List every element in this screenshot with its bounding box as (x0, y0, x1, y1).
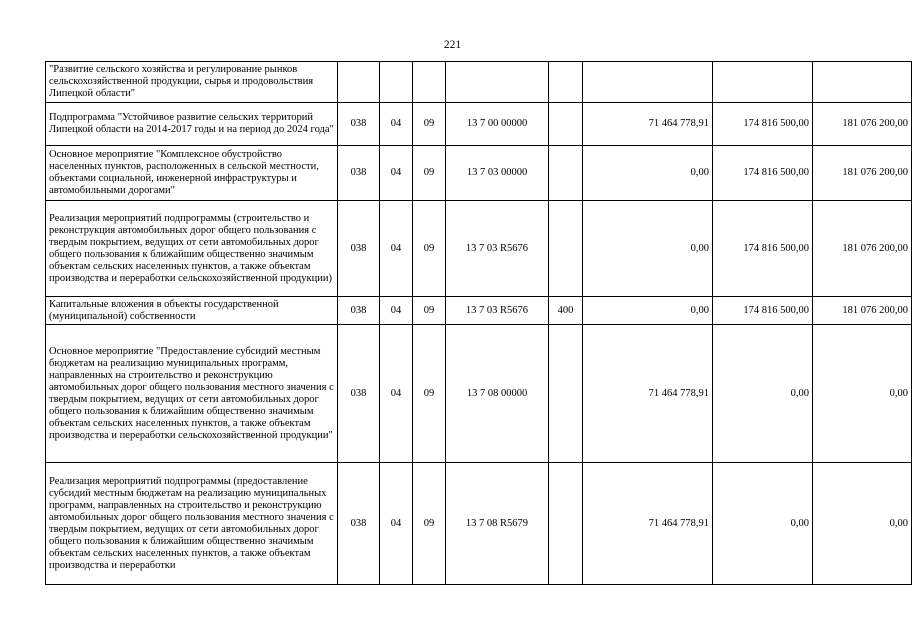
amount-col-3: 181 076 200,00 (813, 103, 912, 146)
amount-col-1: 71 464 778,91 (583, 463, 713, 585)
amount-col-3: 181 076 200,00 (813, 201, 912, 297)
table-row (46, 297, 912, 325)
table-row (46, 325, 912, 463)
section-code: 04 (380, 463, 413, 585)
amount-col-2: 0,00 (713, 463, 813, 585)
section-code: 04 (380, 103, 413, 146)
amount-col-1: 71 464 778,91 (583, 325, 713, 463)
row-description: Основное мероприятие "Предоставление субсидий местным бюджетам на реализацию муниципальных программ, направленных на строительство и реконструкцию автомобильных дорог общего пользования местного значения с твердым покрытием, ведущих от сети автомобильных дорог общего пользования к ближайшим общественно значимым объектам сельских населенных пунктов, а также объектам производства и переработки сельскохозяйственной продукции" (46, 325, 338, 463)
amount-col-3: 181 076 200,00 (813, 297, 912, 325)
amount-col-3: 181 076 200,00 (813, 146, 912, 201)
section-code (380, 62, 413, 103)
ministry-code: 038 (338, 297, 380, 325)
ministry-code: 038 (338, 103, 380, 146)
section-code: 04 (380, 297, 413, 325)
row-description: Реализация мероприятий подпрограммы (строительство и реконструкция автомобильных дорог общего пользования с твердым покрытием, ведущих от сети автомобильных дорог общего пользования к ближайшим общественно значимым объектам сельских населенных пунктов, а также объектам производства и переработки сельскохозяйственной продукции) (46, 201, 338, 297)
expense-type-code (549, 146, 583, 201)
ministry-code: 038 (338, 146, 380, 201)
row-description: Подпрограмма "Устойчивое развитие сельских территорий Липецкой области на 2014-2017 годы и на период до 2024 года" (46, 103, 338, 146)
amount-col-1: 0,00 (583, 146, 713, 201)
expense-type-code (549, 201, 583, 297)
target-article-code (446, 62, 549, 103)
ministry-code: 038 (338, 325, 380, 463)
amount-col-3: 0,00 (813, 463, 912, 585)
amount-col-2: 174 816 500,00 (713, 297, 813, 325)
amount-col-1: 0,00 (583, 201, 713, 297)
amount-col-3 (813, 62, 912, 103)
subsection-code: 09 (413, 201, 446, 297)
expense-type-code (549, 325, 583, 463)
amount-col-1 (583, 62, 713, 103)
table-row (46, 201, 912, 297)
amount-col-3: 0,00 (813, 325, 912, 463)
amount-col-2: 0,00 (713, 325, 813, 463)
row-description: Капитальные вложения в объекты государственной (муниципальной) собственности (46, 297, 338, 325)
target-article-code: 13 7 08 R5679 (446, 463, 549, 585)
subsection-code (413, 62, 446, 103)
amount-col-1: 71 464 778,91 (583, 103, 713, 146)
section-code: 04 (380, 201, 413, 297)
expense-type-code: 400 (549, 297, 583, 325)
subsection-code: 09 (413, 463, 446, 585)
row-description: "Развитие сельского хозяйства и регулирование рынков сельскохозяйственной продукции, сырья и продовольствия Липецкой области" (46, 62, 338, 103)
section-code: 04 (380, 146, 413, 201)
target-article-code: 13 7 08 00000 (446, 325, 549, 463)
ministry-code (338, 62, 380, 103)
ministry-code: 038 (338, 463, 380, 585)
section-code: 04 (380, 325, 413, 463)
row-description: Основное мероприятие "Комплексное обустройство населенных пунктов, расположенных в сельской местности, объектами социальной, инженерной инфраструктуры и автомобильными дорогами" (46, 146, 338, 201)
page-number: 221 (443, 39, 462, 51)
target-article-code: 13 7 03 R5676 (446, 297, 549, 325)
subsection-code: 09 (413, 146, 446, 201)
table-row (46, 463, 912, 585)
table-row (46, 103, 912, 146)
amount-col-2: 174 816 500,00 (713, 103, 813, 146)
target-article-code: 13 7 00 00000 (446, 103, 549, 146)
amount-col-1: 0,00 (583, 297, 713, 325)
row-description: Реализация мероприятий подпрограммы (предоставление субсидий местным бюджетам на реализацию муниципальных программ, направленных на строительство и реконструкцию автомобильных дорог общего пользования местного значения с твердым покрытием, ведущих от сети автомобильных дорог общего пользования к ближайшим общественно значимым объектам сельских населенных пунктов, а также объектам производства и переработки (46, 463, 338, 585)
budget-table (45, 61, 912, 585)
amount-col-2: 174 816 500,00 (713, 201, 813, 297)
subsection-code: 09 (413, 103, 446, 146)
expense-type-code (549, 62, 583, 103)
subsection-code: 09 (413, 297, 446, 325)
table-row (46, 62, 912, 103)
table-row (46, 146, 912, 201)
ministry-code: 038 (338, 201, 380, 297)
amount-col-2: 174 816 500,00 (713, 146, 813, 201)
expense-type-code (549, 103, 583, 146)
expense-type-code (549, 463, 583, 585)
amount-col-2 (713, 62, 813, 103)
target-article-code: 13 7 03 00000 (446, 146, 549, 201)
target-article-code: 13 7 03 R5676 (446, 201, 549, 297)
subsection-code: 09 (413, 325, 446, 463)
